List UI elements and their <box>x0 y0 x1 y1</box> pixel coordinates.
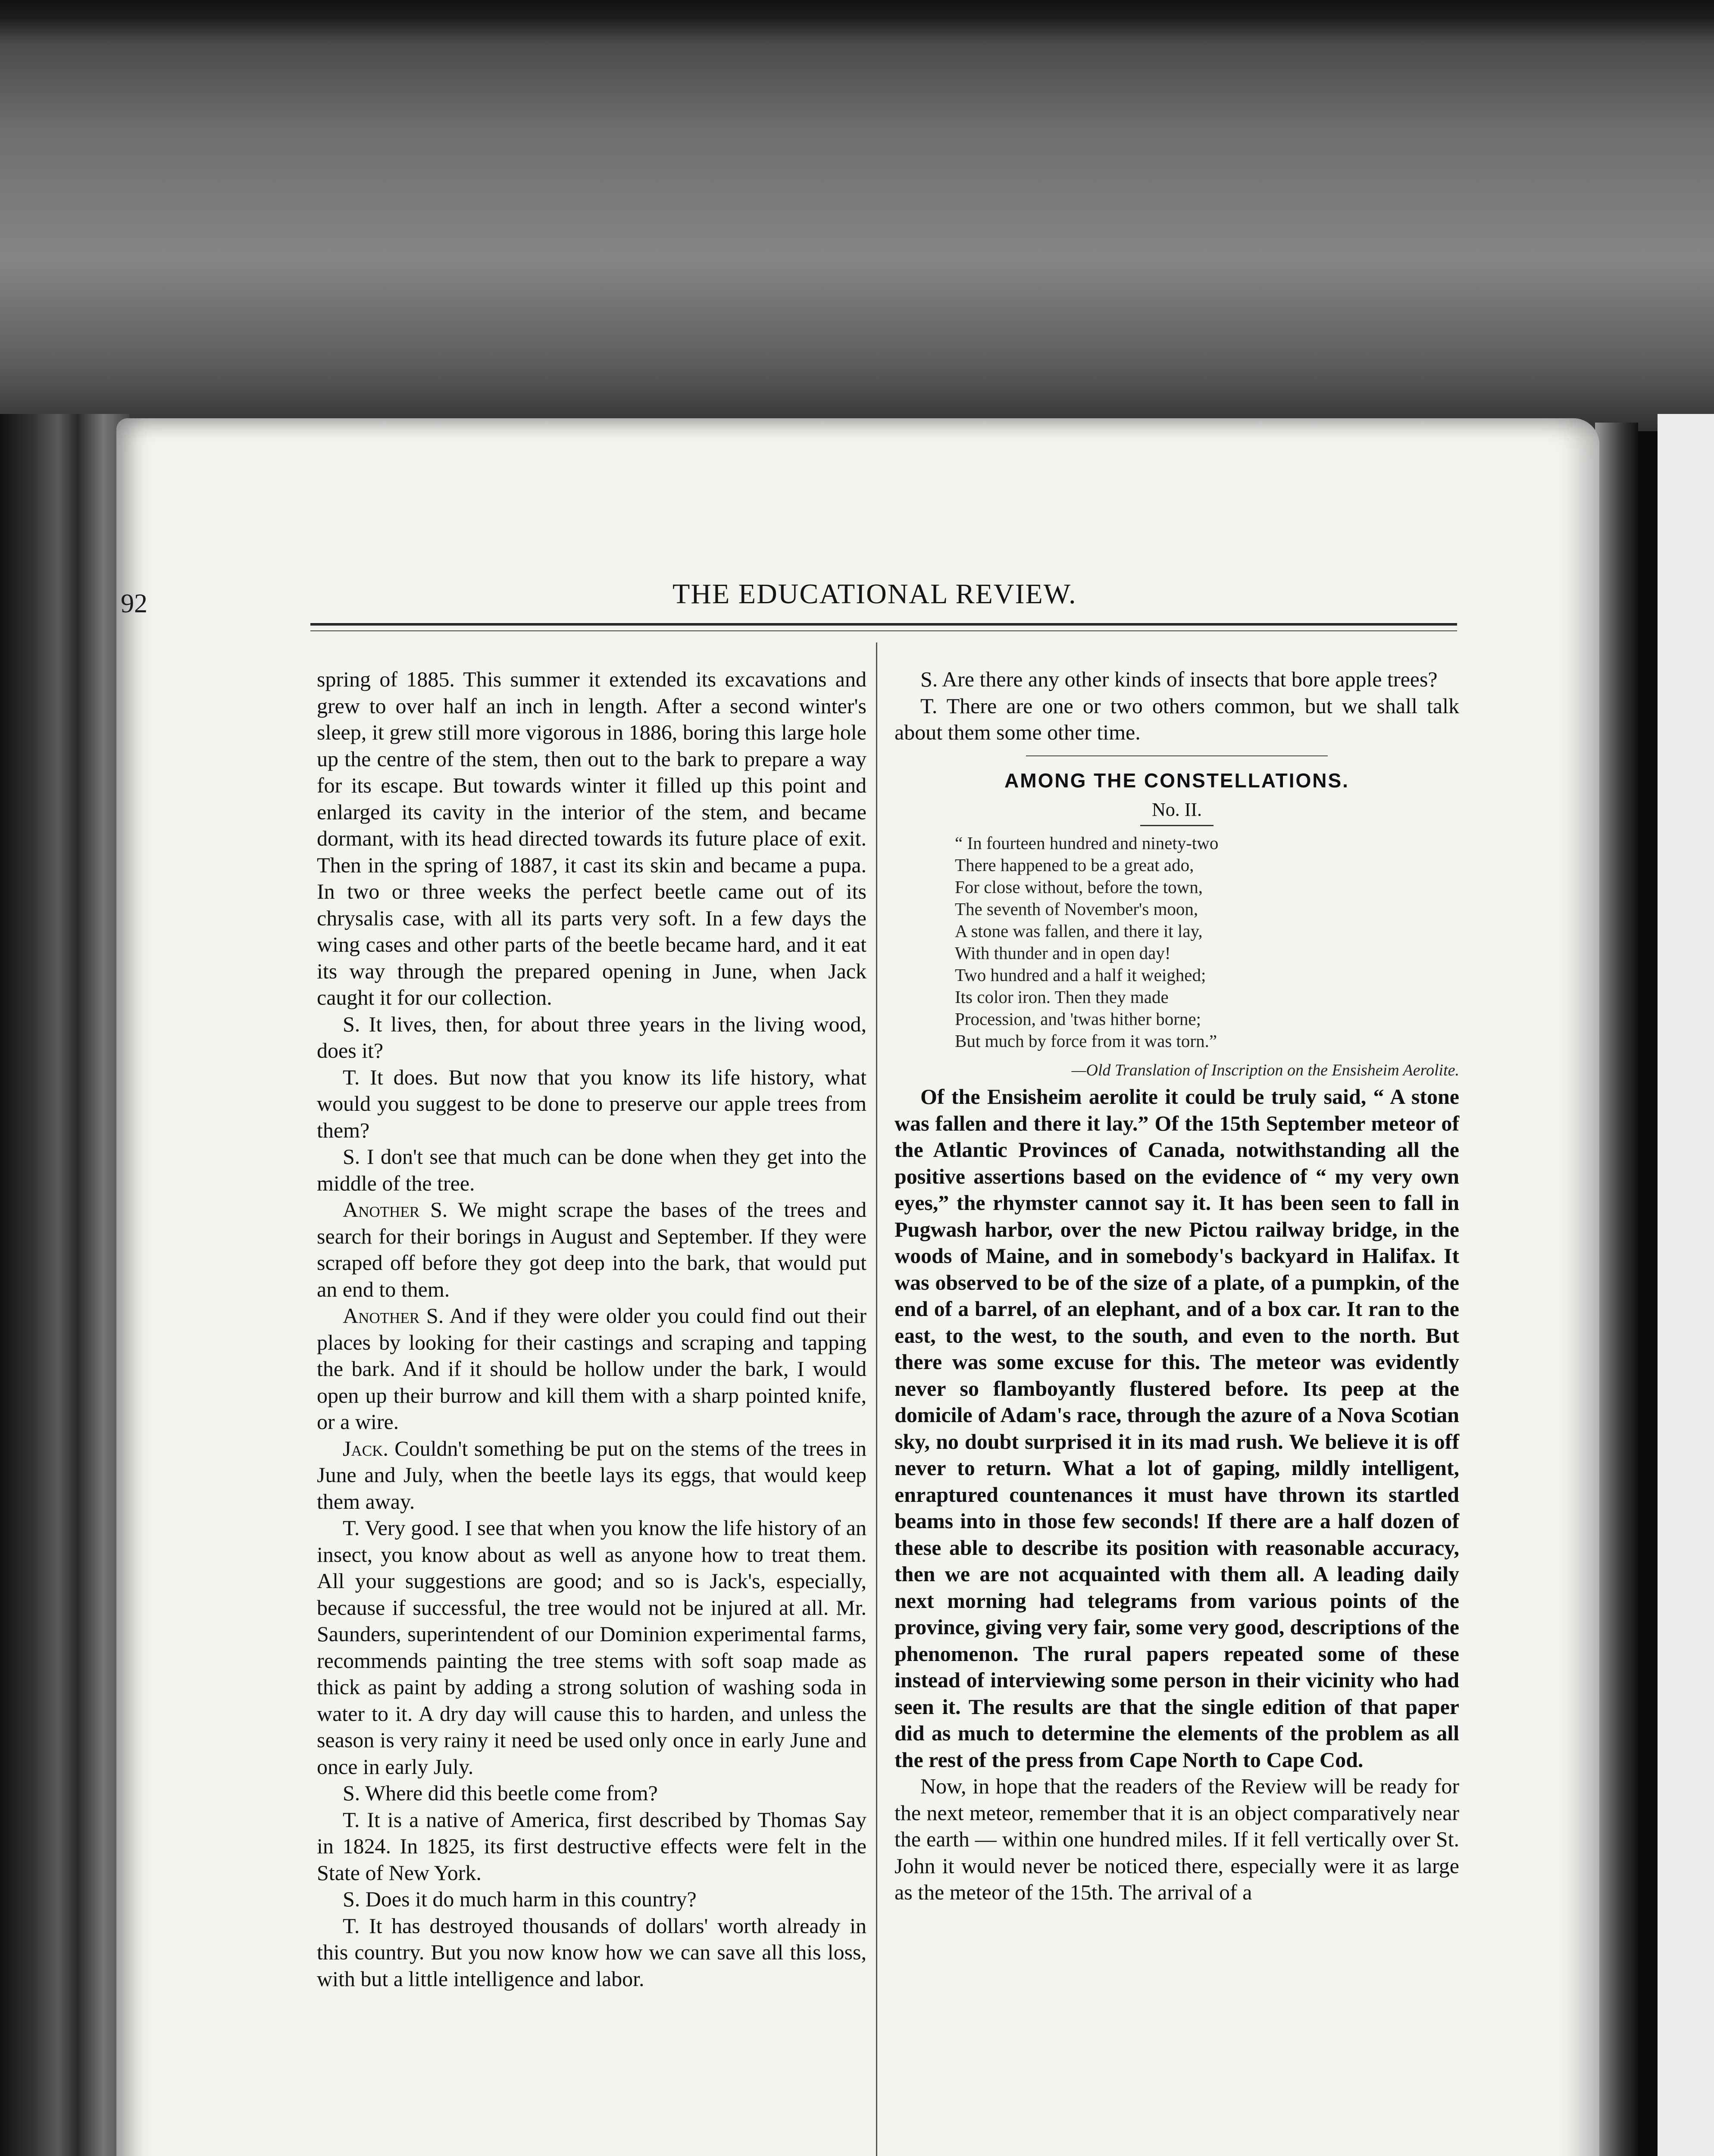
section-subheading: No. II. <box>1151 799 1202 820</box>
header-rule-secondary <box>310 630 1457 631</box>
paragraph: S. Are there any other kinds of insects that bore apple trees? <box>920 667 1438 691</box>
paragraph-text: We might scrape the bases of the trees and search for their borings in August and September. If they were scraped off before they got deep into the bark, that would put an end to them. <box>317 1197 866 1301</box>
section-heading: AMONG THE CONSTELLATIONS. <box>1004 769 1349 792</box>
right-column <box>895 666 1459 1906</box>
poem-line: A stone was fallen, and there it lay, <box>955 921 1203 941</box>
paragraph <box>317 1303 866 1435</box>
poem-attribution: —Old Translation of Inscription on the Ensisheim Aerolite. <box>1071 1061 1459 1079</box>
left-column <box>317 666 866 1992</box>
poem-line: “ In fourteen hundred and ninety-two <box>955 833 1219 853</box>
speaker-label: Another S. <box>343 1304 444 1328</box>
paragraph: T. It is a native of America, first described by Thomas Say in 1824. In 1825, its first destructive effects were felt in the State of New York. <box>317 1807 866 1885</box>
adjacent-page-strip <box>1658 414 1714 2156</box>
paragraph: S. It lives, then, for about three years in the living wood, does it? <box>317 1012 866 1062</box>
poem-line: There happened to be a great ado, <box>955 855 1194 875</box>
paragraph: Now, in hope that the readers of the Review will be ready for the next meteor, remember that it is an object comparatively near the earth — within one hundred miles. If it fell vertically over St. John it would never be noticed there, especially were it as large as the meteor of the 15th. The arrival of a <box>895 1774 1459 1904</box>
running-head: THE EDUCATIONAL REVIEW. <box>672 578 1077 610</box>
book-page-edges <box>0 414 129 2156</box>
paragraph: S. Where did this beetle come from? <box>343 1781 658 1805</box>
section-rule <box>1026 755 1328 756</box>
poem-line: Procession, and 'twas hither borne; <box>955 1009 1201 1029</box>
column-divider <box>876 642 877 2156</box>
paragraph: S. Does it do much harm in this country? <box>343 1887 697 1911</box>
poem <box>955 832 1459 1052</box>
poem-line: But much by force from it was torn.” <box>955 1031 1217 1051</box>
paragraph <box>317 1197 866 1303</box>
paragraph-text: And if they were older you could find out their places by looking for their castings and scraping and tapping the bark. And if it should be hollow under the bark, I would open up their burrow and kill them with a sharp pointed knife, or a wire. <box>317 1304 866 1434</box>
poem-line: Its color iron. Then they made <box>955 987 1169 1007</box>
paragraph-text: Couldn't something be put on the stems of the trees in June and July, when the beetle lays its eggs, that would keep them away. <box>317 1436 866 1514</box>
subheading-rule <box>1140 825 1214 826</box>
poem-line: Two hundred and a half it weighed; <box>955 965 1206 985</box>
paragraph: spring of 1885. This summer it extended its excavations and grew to over half an inch in length. After a second winter's sleep, it grew still more vigorous in 1886, boring this large hole up the centre of the stem, then out to the bark to prepare a way for its escape. But towards winter it filled up this point and enlarged its cavity in the interior of the stem, and became dormant, with its head directed towards its future place of exit. Then in the spring of 1887, it cast its skin and became a pupa. In two or three weeks the perfect beetle came out of its chrysalis case, with all its parts very soft. In a few days the wing cases and other parts of the beetle became hard, and it eat its way through the prepared opening in June, when Jack caught it for our collection. <box>317 667 866 1009</box>
paragraph: Of the Ensisheim aerolite it could be truly said, “ A stone was fallen and there it lay.” Of the 15th September meteor of the Atlantic Provinces of Canada, notwithstanding all the positive assertions based on the evidence of “ my very own eyes,” the rhymster cannot say it. It has been seen to fall in Pugwash harbor, over the new Pictou railway bridge, in the woods of Maine, and in somebody's backyard in Halifax. It was observed to be of the size of a plate, of a pumpkin, of the end of a barrel, of an elephant, and of a box car. It ran to the east, to the west, to the south, and even to the north. But there was some excuse for this. The meteor was evidently never so flamboyantly flustered before. Its peep at the domicile of Adam's race, through the azure of a Nova Scotian sky, no doubt surprised it in its mad rush. We believe it is off never to return. What a lot of gaping, mildly intelligent, enraptured countenances it must have thrown its startled beams into in those few seconds! If there are a half dozen of these able to describe its position with reasonable accuracy, then we are not acquainted with them all. A leading daily next morning had telegrams from various points of the province, giving very fair, some very good, descriptions of the phenomenon. The rural papers repeated some of these instead of interviewing some person in their vicinity who had seen it. The results are that the single edition of that paper did as much to determine the elements of the problem as all the rest of the press from Cape North to Cape Cod. <box>895 1084 1459 1772</box>
poem-line: With thunder and in open day! <box>955 943 1171 963</box>
paragraph <box>317 1435 866 1515</box>
paragraph: S. I don't see that much can be done when they get into the middle of the tree. <box>317 1144 866 1195</box>
poem-line: For close without, before the town, <box>955 877 1203 897</box>
paragraph: T. It does. But now that you know its life history, what would you suggest to be done to preserve our apple trees from them? <box>317 1065 866 1142</box>
paragraph: T. It has destroyed thousands of dollars' worth already in this country. But you now know how we can save all this loss, with but a little intelligence and labor. <box>317 1913 866 1991</box>
page-number: 92 <box>121 589 147 618</box>
scan-background-top <box>0 0 1714 431</box>
speaker-label: Another S. <box>343 1197 448 1222</box>
poem-line: The seventh of November's moon, <box>955 899 1198 919</box>
book-gutter-shadow <box>1595 423 1638 2156</box>
paragraph: T. Very good. I see that when you know the life history of an insect, you know about as well as anyone how to treat them. All your suggestions are good; and so is Jack's, especially, because if successful, the tree would not be injured at all. Mr. Saunders, superintendent of our Dominion experimental farms, recommends painting the tree stems with soft soap made as thick as paint by adding a strong solution of washing soda in water to it. A dry day will cause this to harden, and unless the season is very rainy it need be used only once in early June and once in early July. <box>317 1516 866 1779</box>
speaker-label: Jack. <box>343 1436 388 1460</box>
header-rule <box>310 623 1457 626</box>
paragraph: T. There are one or two others common, but we shall talk about them some other time. <box>895 693 1459 744</box>
